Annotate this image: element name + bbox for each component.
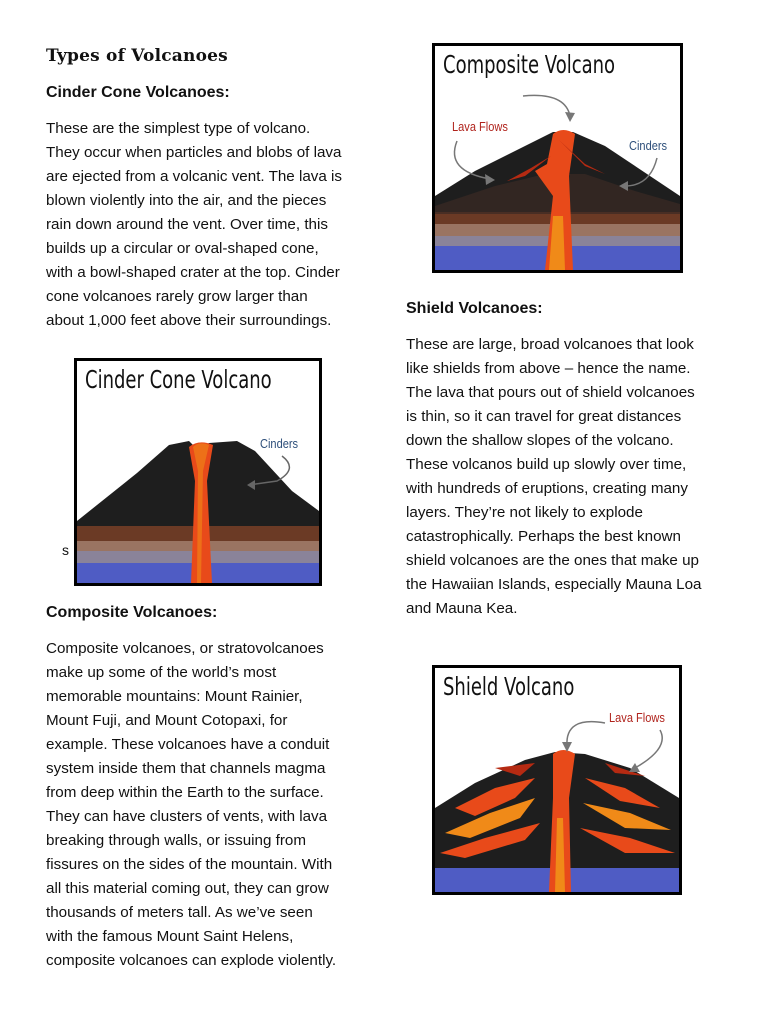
paragraph-line: with a bowl-shaped crater at the top. Cinder — [46, 264, 340, 281]
paragraph-line: fissures on the sides of the mountain. With — [46, 856, 333, 873]
cinder-cone-paragraph — [46, 117, 342, 333]
lava-flows-label: Lava Flows — [452, 119, 508, 134]
paragraph-line: thousands of meters tall. As we’ve seen — [46, 904, 313, 921]
figure-title: Cinder Cone Volcano — [85, 365, 272, 394]
shield-paragraph — [406, 333, 702, 621]
paragraph-line: is thin, so it can travel for great distances — [406, 408, 682, 425]
paragraph-line: all this material coming out, they can grow — [46, 880, 329, 897]
figure-title: Composite Volcano — [443, 50, 616, 79]
paragraph-line: rain down around the vent. Over time, this — [46, 216, 328, 233]
paragraph-line: down the shallow slopes of the volcano. — [406, 432, 674, 449]
page-title: Types of Volcanoes — [46, 46, 228, 66]
composite-heading: Composite Volcanoes: — [46, 604, 218, 621]
paragraph-line: are ejected from a volcanic vent. The lava is — [46, 168, 343, 185]
composite-paragraph — [46, 637, 336, 973]
paragraph-line: system inside them that channels magma — [46, 760, 326, 777]
paragraph-line: catastrophically. Perhaps the best known — [406, 528, 681, 545]
paragraph-line: builds up a circular or oval-shaped cone, — [46, 240, 319, 257]
composite-volcano-figure — [432, 43, 683, 273]
paragraph-line: These are the simplest type of volcano. — [46, 120, 311, 137]
paragraph-line: memorable mountains: Mount Rainier, — [46, 688, 303, 705]
shield-volcano-illustration — [435, 668, 679, 892]
stray-mark: s — [62, 542, 69, 558]
composite-volcano-illustration — [435, 46, 680, 270]
paragraph-line: about 1,000 feet above their surroundings. — [46, 312, 332, 329]
cinder-cone-heading: Cinder Cone Volcanoes: — [46, 84, 230, 101]
paragraph-line: blown violently into the air, and the pieces — [46, 192, 327, 209]
paragraph-line: example. These volcanoes have a conduit — [46, 736, 330, 753]
paragraph-line: They can have clusters of vents, with lava — [46, 808, 328, 825]
lava-flows-label: Lava Flows — [609, 710, 665, 725]
cinder-cone-illustration — [77, 361, 319, 583]
paragraph-line: and Mauna Kea. — [406, 600, 518, 617]
paragraph-line: composite volcanoes can explode violently. — [46, 952, 337, 969]
shield-heading: Shield Volcanoes: — [406, 300, 543, 317]
paragraph-line: These volcanos build up slowly over time, — [406, 456, 687, 473]
paragraph-line: breaking through walls, or issuing from — [46, 832, 306, 849]
paragraph-line: with hundreds of eruptions, creating many — [406, 480, 688, 497]
paragraph-line: Mount Fuji, and Mount Cotopaxi, for — [46, 712, 288, 729]
paragraph-line: These are large, broad volcanoes that look — [406, 336, 694, 353]
paragraph-line: with the famous Mount Saint Helens, — [46, 928, 294, 945]
paragraph-line: shield volcanoes are the ones that make up — [406, 552, 699, 569]
cinders-label: Cinders — [629, 138, 668, 153]
paragraph-line: cone volcanoes rarely grow larger than — [46, 288, 308, 305]
paragraph-line: like shields from above – hence the name. — [406, 360, 691, 377]
paragraph-line: They occur when particles and blobs of lava — [46, 144, 342, 161]
paragraph-line: Composite volcanoes, or stratovolcanoes — [46, 640, 324, 657]
figure-title: Shield Volcano — [443, 672, 575, 701]
paragraph-line: the Hawaiian Islands, especially Mauna Loa — [406, 576, 702, 593]
paragraph-line: layers. They’re not likely to explode — [406, 504, 643, 521]
paragraph-line: from deep within the Earth to the surface. — [46, 784, 324, 801]
cinder-cone-figure — [74, 358, 322, 586]
paragraph-line: The lava that pours out of shield volcanoes — [406, 384, 695, 401]
paragraph-line: make up some of the world’s most — [46, 664, 277, 681]
shield-volcano-figure — [432, 665, 682, 895]
cinders-label: Cinders — [260, 436, 299, 451]
